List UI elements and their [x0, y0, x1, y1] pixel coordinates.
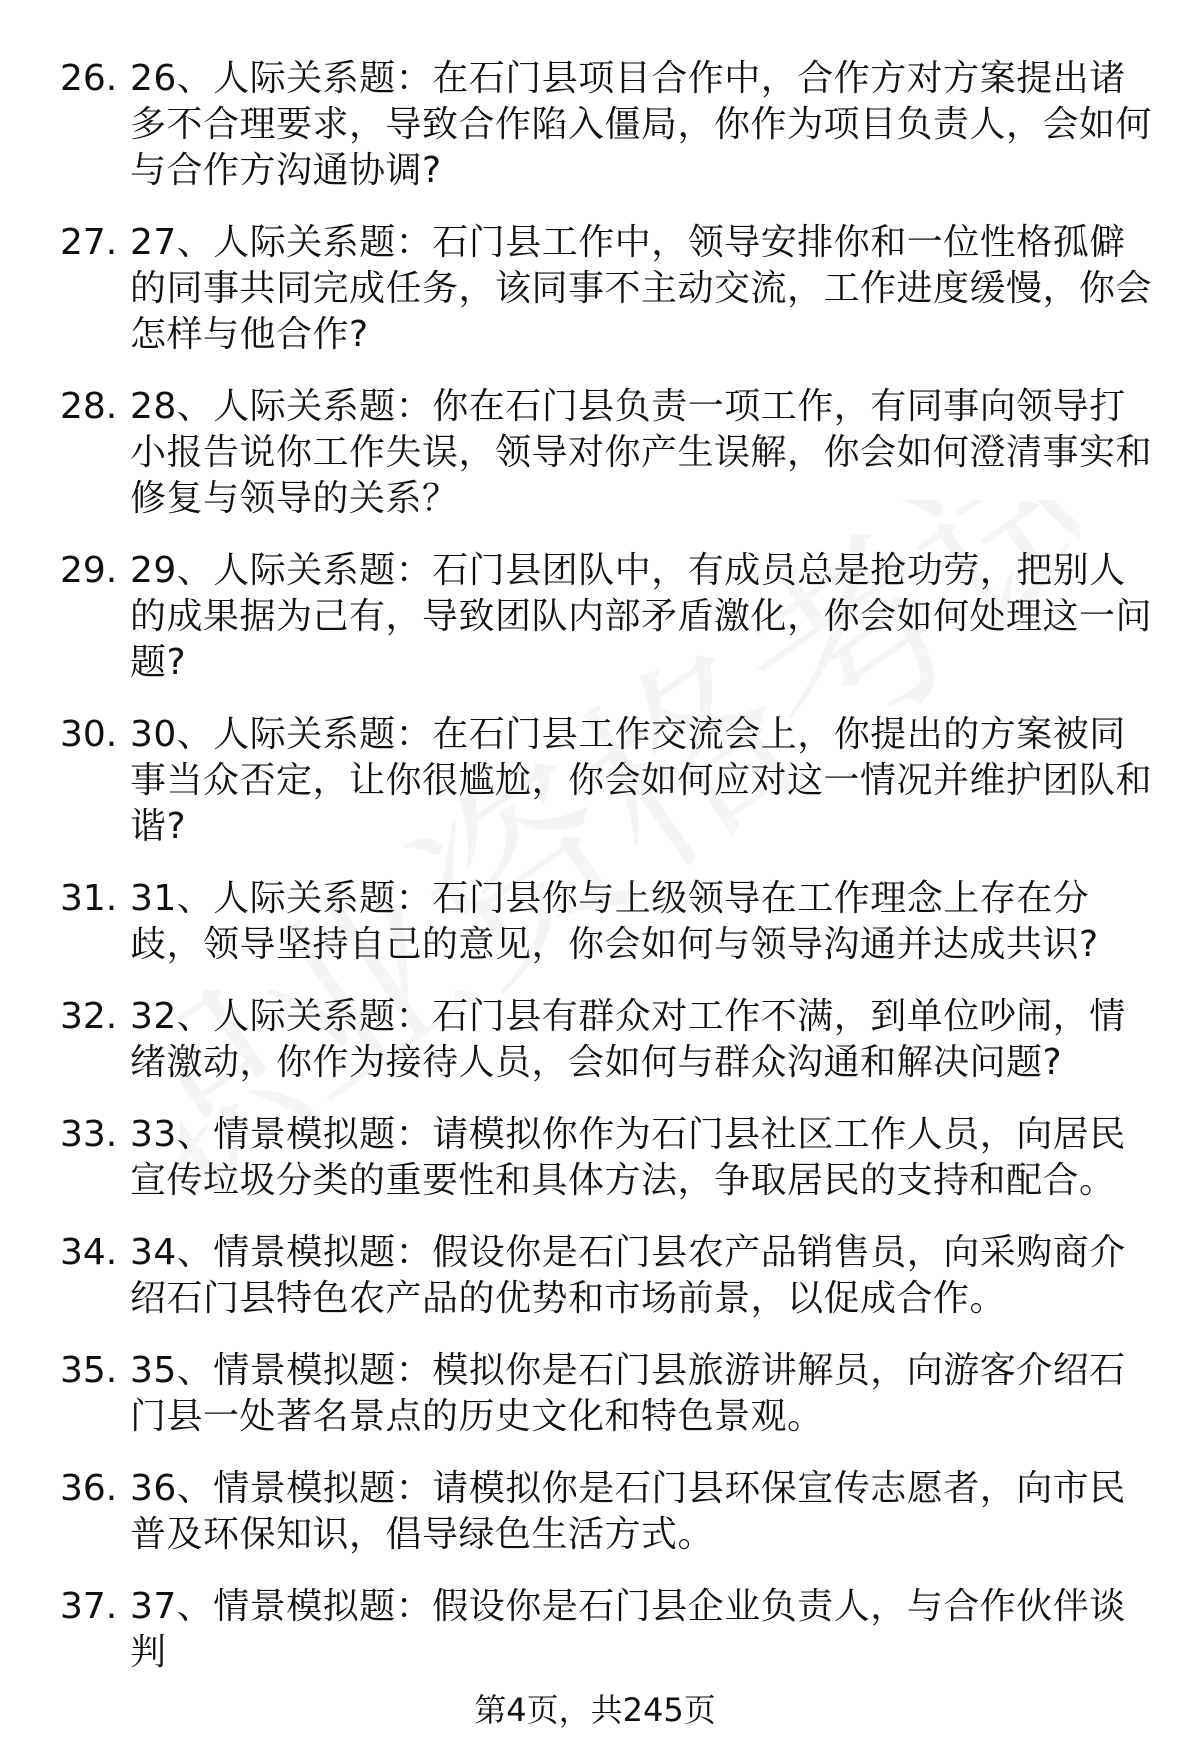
- item-number: 37.: [60, 1586, 118, 1627]
- item-number: 26.: [60, 58, 118, 99]
- item-text: 27、人际关系题：石门县工作中，领导安排你和一位性格孤僻的同事共同完成任务，该同事不主动交流，工作进度缓慢，你会怎样与他合作?: [130, 222, 1153, 355]
- item-text: 35、情景模拟题：模拟你是石门县旅游讲解员，向游客介绍石门县一处著名景点的历史文化和特色景观。: [130, 1350, 1126, 1437]
- item-number: 30.: [60, 714, 118, 755]
- item-text: 28、人际关系题：你在石门县负责一项工作，有同事向领导打小报告说你工作失误，领导对你产生误解，你会如何澄清事实和修复与领导的关系？: [130, 386, 1153, 519]
- item-number: 34.: [60, 1232, 118, 1273]
- list-item: [60, 1112, 1160, 1204]
- item-text: 33、情景模拟题：请模拟你作为石门县社区工作人员，向居民宣传垃圾分类的重要性和具体方法，争取居民的支持和配合。: [130, 1114, 1126, 1201]
- item-number: 33.: [60, 1114, 118, 1155]
- list-item: [60, 1230, 1160, 1322]
- item-number: 32.: [60, 996, 118, 1037]
- item-number: 31.: [60, 878, 118, 919]
- list-item: [60, 1348, 1160, 1440]
- question-list: [60, 56, 1160, 1702]
- list-item: [60, 1466, 1160, 1558]
- item-number: 35.: [60, 1350, 118, 1391]
- page-footer: 第4页，共245页: [474, 1691, 716, 1729]
- list-item: [60, 712, 1160, 850]
- item-text: 32、人际关系题：石门县有群众对工作不满，到单位吵闹，情绪激动，你作为接待人员，会如何与群众沟通和解决问题?: [130, 996, 1126, 1083]
- list-item: [60, 548, 1160, 686]
- list-item: [60, 56, 1160, 194]
- item-number: 29.: [60, 550, 118, 591]
- item-number: 28.: [60, 386, 118, 427]
- list-item: [60, 384, 1160, 522]
- watermark-text: 职业资格考试: [180, 500, 1080, 1200]
- item-number: 27.: [60, 222, 118, 263]
- list-item: [60, 1584, 1160, 1676]
- item-text: 31、人际关系题：石门县你与上级领导在工作理念上存在分歧，领导坚持自己的意见，你会如何与领导沟通并达成共识?: [130, 878, 1099, 965]
- list-item: [60, 220, 1160, 358]
- item-number: 36.: [60, 1468, 118, 1509]
- item-text: 29、人际关系题：石门县团队中，有成员总是抢功劳，把别人的成果据为己有，导致团队内部矛盾激化，你会如何处理这一问题?: [130, 550, 1153, 683]
- list-item: [60, 994, 1160, 1086]
- item-text: 37、情景模拟题：假设你是石门县企业负责人，与合作伙伴谈判: [130, 1586, 1126, 1673]
- item-text: 34、情景模拟题：假设你是石门县农产品销售员，向采购商介绍石门县特色农产品的优势和市场前景，以促成合作。: [130, 1232, 1126, 1319]
- item-text: 36、情景模拟题：请模拟你是石门县环保宣传志愿者，向市民普及环保知识，倡导绿色生活方式。: [130, 1468, 1126, 1555]
- item-text: 26、人际关系题：在石门县项目合作中，合作方对方案提出诸多不合理要求，导致合作陷入僵局，你作为项目负责人，会如何与合作方沟通协调?: [130, 58, 1153, 191]
- item-text: 30、人际关系题：在石门县工作交流会上，你提出的方案被同事当众否定，让你很尴尬，你会如何应对这一情况并维护团队和谐?: [130, 714, 1153, 847]
- list-item: [60, 876, 1160, 968]
